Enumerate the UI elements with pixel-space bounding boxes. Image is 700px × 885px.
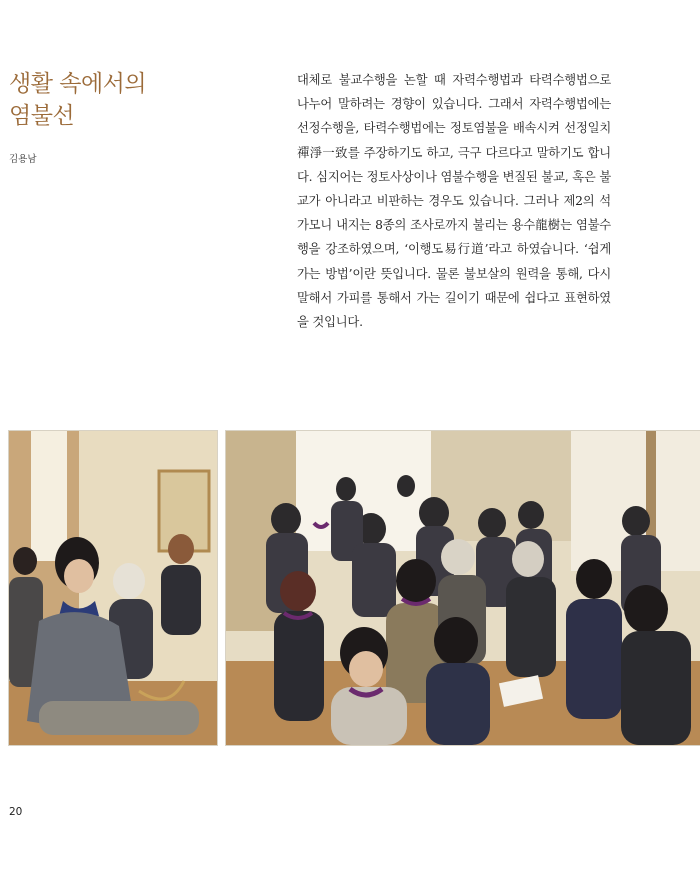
article-title bbox=[9, 68, 209, 132]
article-title-line2: 염불선 bbox=[9, 103, 75, 129]
photo-right bbox=[225, 430, 700, 746]
author-name: 김용남 bbox=[9, 154, 37, 165]
seated-congregation-photo-icon bbox=[226, 431, 700, 745]
article-title-line1: 생활 속에서의 bbox=[9, 71, 147, 97]
article-body: 대체로 불교수행을 논할 때 자력수행법과 타력수행법으로 나누어 말하려는 경향이 있습니다. 그래서 자력수행법에는 선정수행을, 타력수행법에는 정토염불을 배속시켜 선정일치禪淨一致를 주장하기도 하고, 극구 다르다고 말하기도 합니다. 심지어는 정토사상이나 염불수행을 변질된 불교, 혹은 불교가 아니라고 비판하는 경우도 있습니다. 그러나 제2의 석가모니 내지는 8종의 조사로까지 불리는 용수龍樹는 염불수행을 강조하였으며, ‘이행도易行道’라고 하였습니다. ‘쉽게 가는 방법’이란 뜻입니다. 물론 불보살의 원력을 통해, 다시 말해서 가피를 통해서 가는 길이기 때문에 쉽다고 표현하였을 것입니다. bbox=[297, 73, 611, 330]
photo-left bbox=[8, 430, 218, 746]
page-number: 20 bbox=[9, 806, 23, 818]
group-meditation-photo-icon bbox=[9, 431, 217, 745]
